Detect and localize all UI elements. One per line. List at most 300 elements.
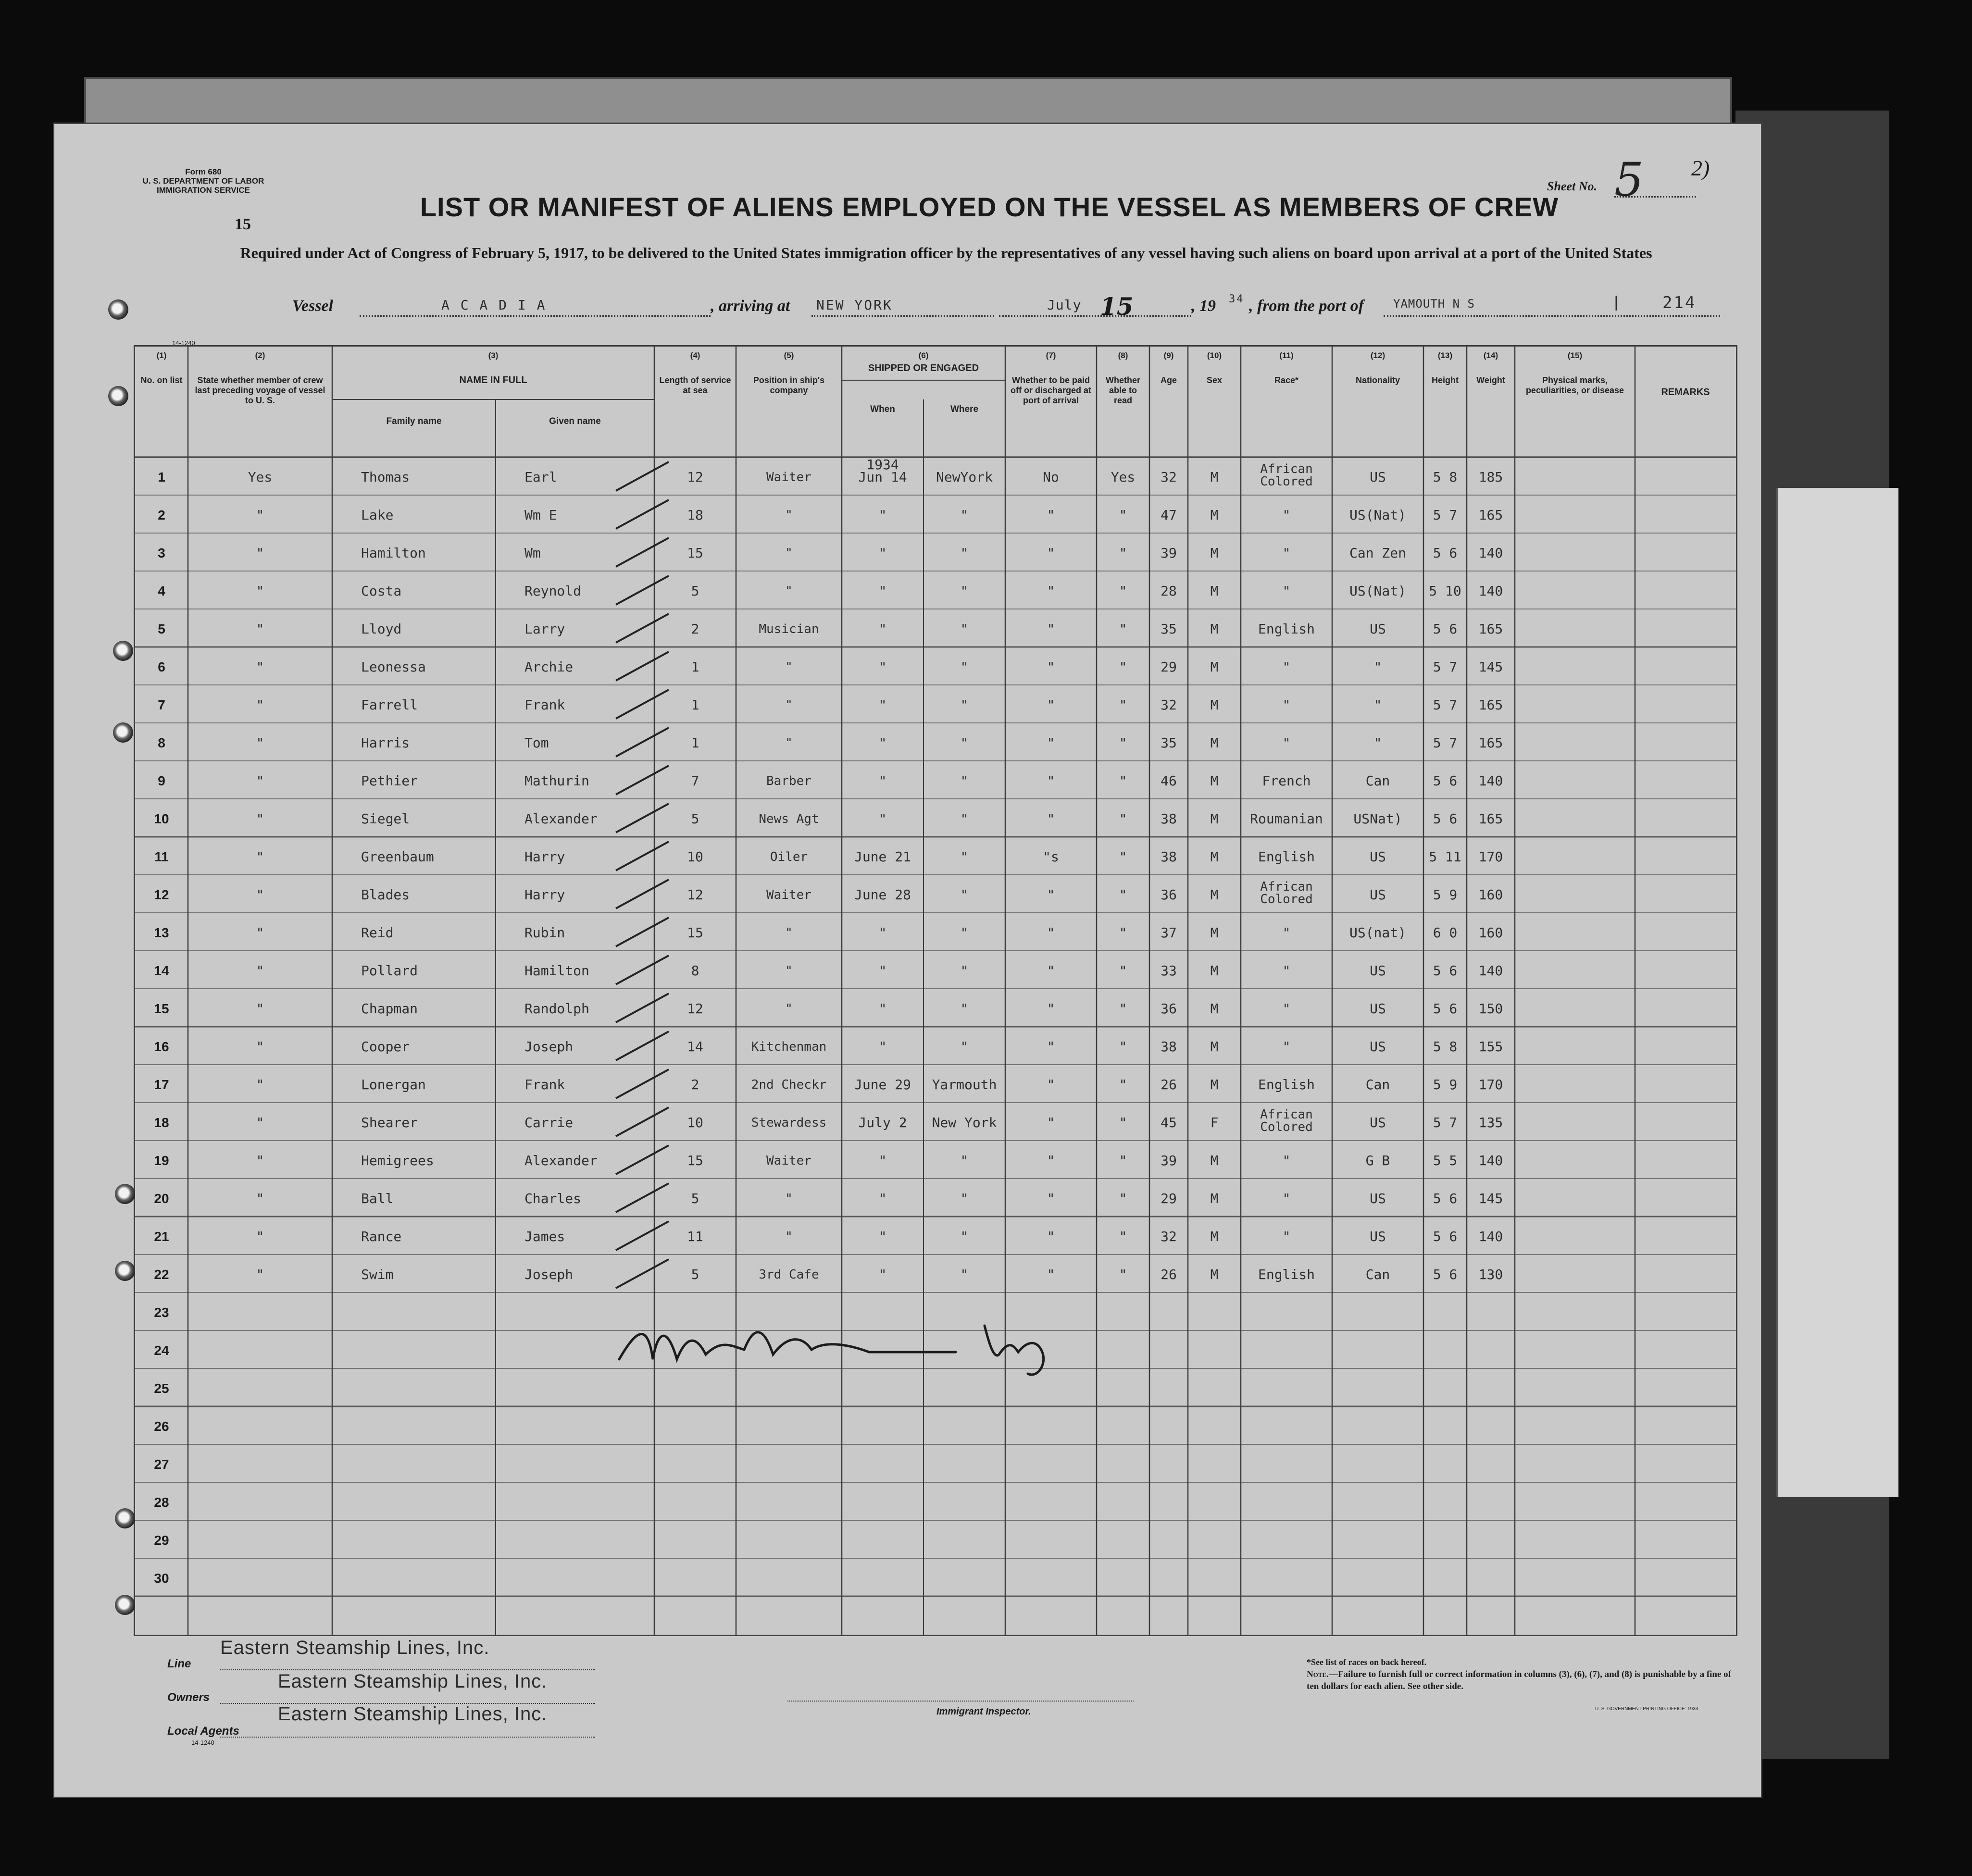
cell-position: Stewardess bbox=[751, 1116, 827, 1130]
races-note: *See list of races on back hereof. bbox=[1307, 1657, 1427, 1667]
cell-prev: " bbox=[256, 887, 264, 903]
binding-hole bbox=[113, 722, 133, 743]
cell-weight: 145 bbox=[1478, 659, 1503, 675]
cell-when: " bbox=[878, 1267, 887, 1282]
cell-age: 32 bbox=[1161, 697, 1177, 713]
cell-race: English bbox=[1258, 849, 1315, 865]
cell-sex: F bbox=[1210, 1115, 1219, 1131]
cell-prev: " bbox=[256, 1153, 264, 1168]
cell-nationality: Can bbox=[1365, 1267, 1390, 1282]
cell-prev: " bbox=[256, 1267, 264, 1282]
cell-when: " bbox=[878, 621, 887, 637]
cell-age: 38 bbox=[1161, 811, 1177, 827]
row-number: 17 bbox=[154, 1077, 169, 1092]
cell-sex: M bbox=[1210, 1001, 1219, 1017]
cell-height: 5 6 bbox=[1433, 1001, 1458, 1017]
cell-age: 36 bbox=[1161, 887, 1177, 903]
cell-given: James bbox=[524, 1229, 565, 1244]
cell-sex: M bbox=[1210, 1077, 1219, 1093]
cell-family: Harris bbox=[361, 735, 410, 751]
cell-nationality: US bbox=[1370, 849, 1386, 865]
cell-sex: M bbox=[1210, 773, 1219, 789]
column-number: (2) bbox=[255, 351, 265, 360]
cell-read: " bbox=[1119, 1267, 1127, 1282]
column-number: (3) bbox=[488, 351, 499, 360]
cell-height: 5 6 bbox=[1433, 773, 1458, 789]
cell-prev: " bbox=[256, 1115, 264, 1131]
cell-given: Wm E bbox=[524, 507, 557, 523]
date-underline bbox=[999, 315, 1191, 317]
cell-paid: " bbox=[1047, 773, 1055, 789]
column-header: Whether to be paid off or discharged at port of arrival bbox=[1010, 375, 1092, 405]
column-number: (7) bbox=[1046, 351, 1056, 360]
cell-nationality: US(nat) bbox=[1349, 925, 1406, 941]
row-number: 23 bbox=[154, 1305, 169, 1320]
column-number: (8) bbox=[1118, 351, 1128, 360]
cell-weight: 165 bbox=[1478, 697, 1503, 713]
cell-when: June 28 bbox=[854, 887, 911, 903]
cell-where: " bbox=[960, 773, 969, 789]
cell-position: " bbox=[785, 660, 793, 674]
cell-weight: 160 bbox=[1478, 925, 1503, 941]
cell-when: " bbox=[878, 925, 887, 941]
cell-nationality: G B bbox=[1365, 1153, 1390, 1168]
cell-nationality: " bbox=[1373, 659, 1382, 675]
cell-where: " bbox=[960, 887, 969, 903]
cell-prev: " bbox=[256, 1229, 264, 1244]
cell-when: " bbox=[878, 583, 887, 599]
cell-given: Harry bbox=[524, 849, 565, 865]
cell-sex: M bbox=[1210, 621, 1219, 637]
cell-paid: " bbox=[1047, 659, 1055, 675]
vessel-line bbox=[143, 292, 1730, 326]
cell-age: 36 bbox=[1161, 1001, 1177, 1017]
row-number: 21 bbox=[154, 1229, 169, 1244]
cell-read: " bbox=[1119, 735, 1127, 751]
sheet-number: 5 bbox=[1614, 153, 1644, 207]
row-number: 3 bbox=[158, 546, 165, 560]
cell-where: " bbox=[960, 1267, 969, 1282]
column-header: Length of service at sea bbox=[659, 375, 731, 395]
cell-age: 26 bbox=[1161, 1267, 1177, 1282]
cell-family: Hemigrees bbox=[361, 1153, 434, 1168]
row-number: 13 bbox=[154, 925, 169, 940]
column-header: Sex bbox=[1206, 375, 1223, 385]
cell-position: " bbox=[785, 546, 793, 560]
agents-stamp: Eastern Steamship Lines, Inc. bbox=[278, 1703, 548, 1725]
cell-where: " bbox=[960, 1229, 969, 1244]
cell-prev: " bbox=[256, 1077, 264, 1093]
row-number: 7 bbox=[158, 697, 165, 712]
cell-where: " bbox=[960, 545, 969, 561]
cell-given: Archie bbox=[524, 659, 574, 675]
column-number: (5) bbox=[784, 351, 794, 360]
service-name: IMMIGRATION SERVICE bbox=[157, 186, 250, 195]
cell-when: " bbox=[878, 1229, 887, 1244]
cell-service: 1 bbox=[691, 659, 699, 675]
cell-paid: " bbox=[1047, 697, 1055, 713]
arriving-label: , arriving at bbox=[711, 297, 790, 315]
cell-read: " bbox=[1119, 545, 1127, 561]
cell-read: " bbox=[1119, 697, 1127, 713]
manifest-sheet bbox=[53, 123, 1762, 1798]
year-prefix: , 19 bbox=[1191, 297, 1216, 315]
cell-where: " bbox=[960, 735, 969, 751]
cell-race: " bbox=[1282, 697, 1291, 713]
cell-sex: M bbox=[1210, 469, 1219, 485]
row-number: 22 bbox=[154, 1267, 169, 1282]
agents-code: 14-1240 bbox=[191, 1739, 214, 1746]
crew-table bbox=[134, 345, 1737, 1636]
cell-service: 5 bbox=[691, 1191, 699, 1206]
cell-family: Pollard bbox=[361, 963, 418, 979]
column-number: (14) bbox=[1483, 351, 1498, 360]
row-number: 11 bbox=[154, 849, 169, 864]
document-title: LIST OR MANIFEST OF ALIENS EMPLOYED ON THE VESSEL AS MEMBERS OF CREW bbox=[420, 192, 1559, 222]
cell-when: " bbox=[878, 1191, 887, 1206]
document-subtitle: Required under Act of Congress of February 5, 1917, to be delivered to the United States immigration officer by the representatives of any vessel having such aliens on board upon arrival at a port of the United States bbox=[240, 244, 1652, 261]
cell-family: Blades bbox=[361, 887, 410, 903]
row-number: 20 bbox=[154, 1191, 169, 1206]
cell-service: 15 bbox=[687, 925, 703, 941]
cell-age: 35 bbox=[1161, 735, 1177, 751]
cell-when: " bbox=[878, 697, 887, 713]
agents-label: Local Agents bbox=[167, 1725, 239, 1738]
cell-nationality: US bbox=[1370, 963, 1386, 979]
cell-height: 5 6 bbox=[1433, 963, 1458, 979]
cell-age: 35 bbox=[1161, 621, 1177, 637]
column-header: Nationality bbox=[1355, 375, 1400, 385]
row-number: 2 bbox=[158, 508, 165, 522]
cell-given: Mathurin bbox=[524, 773, 589, 789]
arrival-day: 15 bbox=[1100, 292, 1134, 321]
cell-position: Waiter bbox=[766, 1154, 811, 1168]
cell-where: " bbox=[960, 659, 969, 675]
row-number: 25 bbox=[154, 1381, 169, 1396]
cell-weight: 135 bbox=[1478, 1115, 1503, 1131]
cell-race: " bbox=[1282, 545, 1291, 561]
cell-given: Carrie bbox=[524, 1115, 574, 1131]
cell-height: 5 5 bbox=[1433, 1153, 1458, 1168]
cell-paid: " bbox=[1047, 963, 1055, 979]
cell-prev: " bbox=[256, 735, 264, 751]
cell-sex: M bbox=[1210, 1191, 1219, 1206]
cell-sex: M bbox=[1210, 735, 1219, 751]
cell-paid: " bbox=[1047, 735, 1055, 751]
cell-weight: 140 bbox=[1478, 1153, 1503, 1168]
cell-age: 33 bbox=[1161, 963, 1177, 979]
cell-paid: " bbox=[1047, 507, 1055, 523]
cell-weight: 145 bbox=[1478, 1191, 1503, 1206]
cell-weight: 165 bbox=[1478, 507, 1503, 523]
cell-when: " bbox=[878, 773, 887, 789]
column-subheader: Family name bbox=[386, 416, 442, 426]
cell-position: Barber bbox=[766, 774, 811, 788]
cell-where: " bbox=[960, 621, 969, 637]
cell-paid: " bbox=[1047, 887, 1055, 903]
cell-sex: M bbox=[1210, 659, 1219, 675]
cell-when: " bbox=[878, 1001, 887, 1017]
cell-read: " bbox=[1119, 583, 1127, 599]
margin-mark: 15 bbox=[235, 215, 251, 233]
cell-given: Joseph bbox=[524, 1039, 574, 1055]
cell-race: " bbox=[1282, 735, 1291, 751]
cell-read: " bbox=[1119, 1191, 1127, 1206]
cell-family: Cooper bbox=[361, 1039, 410, 1055]
cell-given: Charles bbox=[524, 1191, 582, 1206]
inspector-label: Immigrant Inspector. bbox=[936, 1706, 1031, 1717]
form-header bbox=[124, 167, 283, 195]
cell-nationality: USNat) bbox=[1353, 811, 1402, 827]
cell-family: Pethier bbox=[361, 773, 418, 789]
cell-age: 28 bbox=[1161, 583, 1177, 599]
cell-position: 3rd Cafe bbox=[759, 1267, 819, 1282]
cell-prev: " bbox=[256, 583, 264, 599]
cell-family: Lake bbox=[361, 507, 394, 523]
cell-nationality: US bbox=[1370, 621, 1386, 637]
cell-paid: " bbox=[1047, 1191, 1055, 1206]
sheet-number-label: Sheet No. bbox=[1547, 179, 1597, 193]
cell-when: " bbox=[878, 735, 887, 751]
cell-family: Shearer bbox=[361, 1115, 418, 1131]
arriving-port: NEW YORK bbox=[816, 297, 893, 313]
year-note: 1934 bbox=[866, 457, 899, 472]
cell-where: " bbox=[960, 849, 969, 865]
cell-paid: " bbox=[1047, 1077, 1055, 1093]
reference-number: 214 bbox=[1662, 293, 1697, 312]
cell-race: African Colored bbox=[1260, 462, 1313, 489]
cell-position: " bbox=[785, 1002, 793, 1016]
cell-prev: " bbox=[256, 507, 264, 523]
cell-service: 12 bbox=[687, 1001, 703, 1017]
row-number: 12 bbox=[154, 887, 169, 902]
cell-height: 5 7 bbox=[1433, 507, 1458, 523]
cell-given: Rubin bbox=[524, 925, 565, 941]
cell-position: " bbox=[785, 736, 793, 750]
cell-family: Reid bbox=[361, 925, 394, 941]
cell-family: Leonessa bbox=[361, 659, 426, 675]
cell-weight: 165 bbox=[1478, 735, 1503, 751]
cell-given: Hamilton bbox=[524, 963, 589, 979]
cell-prev: " bbox=[256, 849, 264, 865]
row-number: 18 bbox=[154, 1115, 169, 1130]
cell-height: 5 11 bbox=[1429, 849, 1461, 865]
cell-weight: 140 bbox=[1478, 1229, 1503, 1244]
agents-underline bbox=[220, 1737, 595, 1738]
cell-where: " bbox=[960, 1039, 969, 1055]
cell-sex: M bbox=[1210, 887, 1219, 903]
cell-race: " bbox=[1282, 583, 1291, 599]
row-number: 15 bbox=[154, 1001, 169, 1016]
line-underline bbox=[220, 1669, 595, 1670]
column-number: (9) bbox=[1163, 351, 1174, 360]
cell-when: June 29 bbox=[854, 1077, 911, 1093]
row-number: 30 bbox=[154, 1571, 169, 1586]
cell-service: 12 bbox=[687, 469, 703, 485]
binding-hole bbox=[115, 1261, 135, 1281]
row-number: 28 bbox=[154, 1495, 169, 1510]
cell-when: " bbox=[878, 507, 887, 523]
cell-race: Roumanian bbox=[1250, 811, 1323, 827]
cell-weight: 185 bbox=[1478, 469, 1503, 485]
cell-prev: " bbox=[256, 811, 264, 827]
cell-where: " bbox=[960, 811, 969, 827]
cell-where: " bbox=[960, 1191, 969, 1206]
cell-paid: " bbox=[1047, 1001, 1055, 1017]
penalty-note bbox=[1307, 1668, 1739, 1692]
cell-read: " bbox=[1119, 811, 1127, 827]
cell-family: Greenbaum bbox=[361, 849, 434, 865]
cell-nationality: " bbox=[1373, 735, 1382, 751]
cell-weight: 140 bbox=[1478, 583, 1503, 599]
cell-sex: M bbox=[1210, 925, 1219, 941]
cell-read: " bbox=[1119, 963, 1127, 979]
cell-age: 37 bbox=[1161, 925, 1177, 941]
cell-family: Lonergan bbox=[361, 1077, 426, 1093]
cell-paid: " bbox=[1047, 1153, 1055, 1168]
cell-nationality: US bbox=[1370, 1191, 1386, 1206]
cell-service: 12 bbox=[687, 887, 703, 903]
cell-race: " bbox=[1282, 659, 1291, 675]
cell-given: Tom bbox=[524, 735, 549, 751]
cell-service: 1 bbox=[691, 697, 699, 713]
cell-height: 5 6 bbox=[1433, 1267, 1458, 1282]
cell-nationality: US(Nat) bbox=[1349, 507, 1406, 523]
column-header: Race* bbox=[1274, 375, 1299, 385]
cell-age: 38 bbox=[1161, 1039, 1177, 1055]
cell-paid: " bbox=[1047, 1039, 1055, 1055]
binding-hole bbox=[108, 386, 128, 406]
cell-given: Larry bbox=[524, 621, 565, 637]
cell-read: " bbox=[1119, 1153, 1127, 1168]
cell-position: 2nd Checkr bbox=[751, 1078, 827, 1092]
cell-position: " bbox=[785, 926, 793, 940]
cell-race: " bbox=[1282, 963, 1291, 979]
cell-height: 5 9 bbox=[1433, 887, 1458, 903]
row-number: 9 bbox=[158, 773, 165, 788]
cell-position: Oiler bbox=[770, 850, 808, 864]
cell-when: June 21 bbox=[854, 849, 911, 865]
cell-given: Frank bbox=[524, 1077, 565, 1093]
from-underline bbox=[1384, 315, 1720, 317]
cell-when: " bbox=[878, 1039, 887, 1055]
cell-service: 5 bbox=[691, 811, 699, 827]
cell-nationality: US bbox=[1370, 1115, 1386, 1131]
cell-weight: 170 bbox=[1478, 849, 1503, 865]
cell-nationality: US(Nat) bbox=[1349, 583, 1406, 599]
cell-weight: 165 bbox=[1478, 811, 1503, 827]
cell-family: Lloyd bbox=[361, 621, 402, 637]
cell-nationality: " bbox=[1373, 697, 1382, 713]
row-number: 19 bbox=[154, 1153, 169, 1168]
cell-race: French bbox=[1262, 773, 1311, 789]
cell-sex: M bbox=[1210, 811, 1219, 827]
cell-age: 26 bbox=[1161, 1077, 1177, 1093]
cell-prev: Yes bbox=[248, 469, 273, 485]
cell-given: Randolph bbox=[524, 1001, 589, 1017]
column-number: (15) bbox=[1567, 351, 1583, 360]
cell-when: July 2 bbox=[858, 1115, 907, 1131]
cell-nationality: US bbox=[1370, 1039, 1386, 1055]
cell-age: 38 bbox=[1161, 849, 1177, 865]
cell-sex: M bbox=[1210, 1039, 1219, 1055]
cell-age: 32 bbox=[1161, 1229, 1177, 1244]
cell-read: " bbox=[1119, 773, 1127, 789]
cell-family: Siegel bbox=[361, 811, 410, 827]
cell-height: 5 10 bbox=[1429, 583, 1461, 599]
cell-height: 5 7 bbox=[1433, 697, 1458, 713]
column-header: REMARKS bbox=[1661, 387, 1710, 398]
cell-when: " bbox=[878, 659, 887, 675]
cell-prev: " bbox=[256, 925, 264, 941]
table-rules bbox=[135, 347, 1736, 1635]
column-header: SHIPPED OR ENGAGED bbox=[868, 363, 979, 373]
cell-prev: " bbox=[256, 1039, 264, 1055]
cell-prev: " bbox=[256, 659, 264, 675]
column-header: Position in ship's company bbox=[753, 375, 825, 395]
cell-weight: 140 bbox=[1478, 545, 1503, 561]
cell-given: Joseph bbox=[524, 1267, 574, 1282]
cell-paid: " bbox=[1047, 1267, 1055, 1282]
owners-label: Owners bbox=[167, 1691, 210, 1704]
cell-age: 47 bbox=[1161, 507, 1177, 523]
cell-race: African Colored bbox=[1260, 880, 1313, 907]
cell-weight: 155 bbox=[1478, 1039, 1503, 1055]
cell-height: 5 8 bbox=[1433, 469, 1458, 485]
cell-position: " bbox=[785, 964, 793, 978]
cell-where: " bbox=[960, 1001, 969, 1017]
cell-paid: "s bbox=[1043, 849, 1059, 865]
cell-family: Ball bbox=[361, 1191, 394, 1206]
cell-position: " bbox=[785, 1192, 793, 1206]
cell-position: " bbox=[785, 698, 793, 712]
cell-position: Kitchenman bbox=[751, 1040, 827, 1054]
cell-read: " bbox=[1119, 887, 1127, 903]
signature-scrawl bbox=[610, 1306, 1254, 1379]
cell-service: 15 bbox=[687, 545, 703, 561]
column-header: No. on list bbox=[140, 375, 183, 385]
vessel-name: A C A D I A bbox=[441, 297, 547, 313]
manifest-page bbox=[76, 138, 1739, 1777]
cell-paid: " bbox=[1047, 583, 1055, 599]
cell-given: Alexander bbox=[524, 1153, 598, 1168]
cell-race: " bbox=[1282, 507, 1291, 523]
cell-read: " bbox=[1119, 659, 1127, 675]
owners-stamp: Eastern Steamship Lines, Inc. bbox=[278, 1671, 548, 1692]
cell-service: 10 bbox=[687, 1115, 703, 1131]
cell-race: " bbox=[1282, 1039, 1291, 1055]
cell-weight: 140 bbox=[1478, 963, 1503, 979]
cell-sex: M bbox=[1210, 1153, 1219, 1168]
cell-race: " bbox=[1282, 1191, 1291, 1206]
cell-read: " bbox=[1119, 1039, 1127, 1055]
cell-given: Frank bbox=[524, 697, 565, 713]
cell-when: " bbox=[878, 545, 887, 561]
cell-race: " bbox=[1282, 1229, 1291, 1244]
cell-family: Costa bbox=[361, 583, 402, 599]
protruding-page bbox=[1776, 488, 1898, 1497]
cell-paid: " bbox=[1047, 621, 1055, 637]
inspector-line bbox=[787, 1701, 1134, 1702]
cell-service: 14 bbox=[687, 1039, 703, 1055]
cell-when: " bbox=[878, 811, 887, 827]
cell-paid: " bbox=[1047, 1229, 1055, 1244]
cell-family: Farrell bbox=[361, 697, 418, 713]
row-number: 1 bbox=[158, 470, 165, 485]
cell-read: " bbox=[1119, 621, 1127, 637]
row-number: 4 bbox=[158, 584, 165, 598]
cell-height: 6 0 bbox=[1433, 925, 1458, 941]
